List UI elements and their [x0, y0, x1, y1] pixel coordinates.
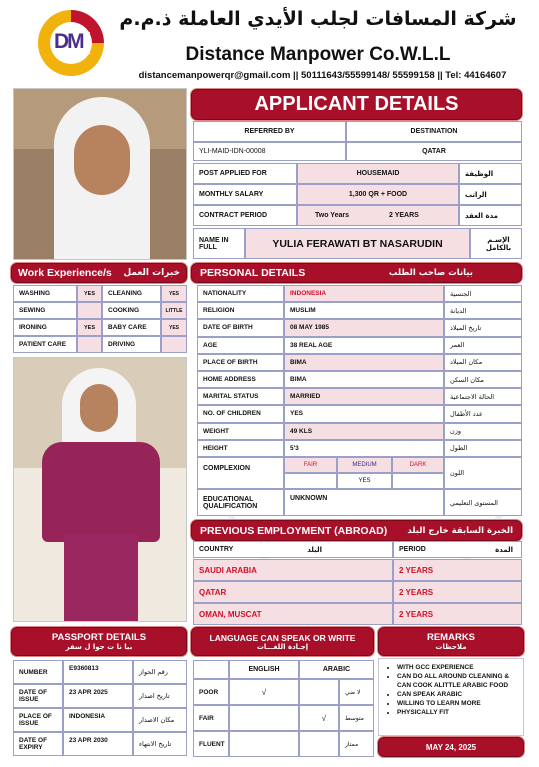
work-skill-value: YES — [161, 285, 187, 302]
remarks-title: REMARKS — [426, 632, 476, 643]
work-skill-value: YES — [161, 319, 187, 336]
passport-field-value: 23 APR 2025 — [63, 684, 133, 708]
language-header-blank — [193, 660, 229, 679]
applicant-full-name: YULIA FERAWATI BT NASARUDIN — [245, 228, 470, 259]
personal-field-value: 49 KLS — [284, 423, 444, 440]
company-contact: distancemanpowerqr@gmail.com || 50111643/55599148/ 55599158 || Tel: 44164607 — [138, 70, 507, 81]
work-skill-label: SEWING — [13, 302, 77, 319]
language-arabic-header: ARABIC — [299, 660, 374, 679]
personal-field-value: 5'3 — [284, 440, 444, 457]
company-name-arabic: شركة المسافات لجلب الأيدي العاملة ذ.م.م — [119, 8, 517, 30]
post-arabic: الوظيفة — [459, 163, 522, 184]
personal-field-label: AGE — [197, 337, 284, 354]
prev-period-value: 2 YEARS — [393, 581, 522, 603]
work-skill-label: IRONING — [13, 319, 77, 336]
work-skill-value: YES — [77, 285, 102, 302]
education-label-line2: QUALIFICATION — [203, 502, 258, 510]
personal-field-label: RELIGION — [197, 302, 284, 319]
language-arabic-mark — [299, 679, 339, 705]
language-level-label: FAIR — [193, 705, 229, 731]
complexion-arabic: اللون — [444, 457, 522, 489]
personal-field-label: HEIGHT — [197, 440, 284, 457]
personal-field-arabic: مكان السكن — [444, 371, 522, 388]
contract-label: CONTRACT PERIOD — [193, 205, 297, 226]
language-title: LANGUAGE CAN SPEAK OR WRITE — [209, 632, 356, 643]
personal-field-label: PLACE OF BIRTH — [197, 354, 284, 371]
language-english-mark — [229, 705, 299, 731]
previous-employment-title-arabic: الخبرة السابقة خارج البلد — [407, 525, 513, 536]
language-english-mark: √ — [229, 679, 299, 705]
personal-field-label: WEIGHT — [197, 423, 284, 440]
previous-employment-title: PREVIOUS EMPLOYMENT (ABROAD) — [200, 524, 388, 537]
work-skill-label: DRIVING — [102, 336, 161, 353]
language-arabic-mark — [299, 731, 339, 757]
prev-country-arabic: البلد — [307, 545, 322, 554]
company-name: Distance Manpower Co.W.L.L — [185, 44, 451, 65]
work-skill-label: BABY CARE — [102, 319, 161, 336]
personal-field-value: MUSLIM — [284, 302, 444, 319]
personal-field-value: INDONESIA — [284, 285, 444, 302]
work-skill-label: PATIENT CARE — [13, 336, 77, 353]
education-arabic: المستوى التعليمي — [444, 489, 522, 516]
complexion-medium: MEDIUM — [337, 457, 392, 473]
destination-value: QATAR — [346, 142, 522, 161]
remarks-box — [378, 658, 524, 736]
salary-arabic: الراتب — [459, 184, 522, 205]
personal-field-value: BIMA — [284, 354, 444, 371]
personal-field-arabic: الطول — [444, 440, 522, 457]
complexion-medium-mark: YES — [337, 473, 392, 489]
prev-period-arabic: المدة — [495, 545, 513, 554]
personal-field-arabic: تاريخ الميلاد — [444, 319, 522, 336]
remarks-list — [387, 663, 519, 717]
work-skill-label: CLEANING — [102, 285, 161, 302]
applicant-photo-portrait — [13, 88, 187, 260]
passport-field-value: E9360813 — [63, 660, 133, 684]
language-title-arabic: إجـادة اللغـــات — [256, 642, 309, 651]
complexion-fair: FAIR — [284, 457, 337, 473]
complexion-dark-mark — [392, 473, 444, 489]
prev-country-label: COUNTRY — [199, 546, 234, 553]
passport-label-line1: DATE OF — [19, 737, 48, 744]
personal-field-arabic: عدد الأطفال — [444, 405, 522, 422]
passport-field-value: INDONESIA — [63, 708, 133, 732]
applicant-photo-full-body — [13, 357, 187, 622]
remark-item: • WITH GCC EXPERIENCE — [397, 663, 519, 672]
name-label — [193, 228, 245, 259]
destination-label: DESTINATION — [346, 121, 522, 142]
personal-field-label: DATE OF BIRTH — [197, 319, 284, 336]
logo-text: DM — [54, 30, 83, 53]
personal-field-label: NO. OF CHILDREN — [197, 405, 284, 422]
name-arabic — [470, 228, 522, 259]
language-level-arabic: متوسط — [339, 705, 374, 731]
personal-field-value: MARRIED — [284, 388, 444, 405]
passport-field-label — [13, 684, 63, 708]
prev-country-value: QATAR — [193, 581, 393, 603]
personal-details-header — [191, 263, 522, 283]
language-english-header: ENGLISH — [229, 660, 299, 679]
passport-label-line2: ISSUE — [19, 720, 39, 727]
passport-field-arabic: تاريخ الانتهاء — [133, 732, 187, 756]
language-level-arabic: لا ضي — [339, 679, 374, 705]
salary-value: 1,300 QR + FOOD — [297, 184, 459, 205]
passport-label-line2: ISSUE — [19, 696, 39, 703]
contract-value-years: 2 YEARS — [388, 212, 419, 219]
passport-field-arabic: تاريخ اصدار — [133, 684, 187, 708]
language-level-label: POOR — [193, 679, 229, 705]
personal-field-arabic: مكان الميلاد — [444, 354, 522, 371]
passport-label-line1: PLACE OF — [19, 713, 52, 720]
personal-field-arabic: وزن — [444, 423, 522, 440]
prev-country-value: SAUDI ARABIA — [193, 559, 393, 581]
personal-field-value: 08 MAY 1985 — [284, 319, 444, 336]
language-level-label: FLUENT — [193, 731, 229, 757]
complexion-dark: DARK — [392, 457, 444, 473]
personal-details-title-arabic: بيانات صاحب الطلب — [388, 268, 473, 278]
contract-arabic: مدة العقد — [459, 205, 522, 226]
work-skill-value: YES — [77, 319, 102, 336]
personal-field-value: YES — [284, 405, 444, 422]
passport-header — [11, 627, 187, 656]
personal-field-arabic: الديانة — [444, 302, 522, 319]
personal-field-arabic: العمر — [444, 337, 522, 354]
passport-field-label — [13, 708, 63, 732]
contract-value-text: Two Years — [315, 212, 349, 219]
personal-field-arabic: الحالة الاجتماعية — [444, 388, 522, 405]
reference-code: YLI-MAID-IDN-00008 — [193, 142, 346, 161]
passport-title: PASSPORT DETAILS — [51, 632, 147, 643]
education-label-line1: EDUCATIONAL — [203, 495, 254, 503]
passport-field-label — [13, 732, 63, 756]
post-label: POST APPLIED FOR — [193, 163, 297, 184]
personal-field-value: BIMA — [284, 371, 444, 388]
work-experience-title-arabic: خبرات العمل — [123, 268, 180, 278]
prev-period-label: PERIOD — [399, 546, 426, 553]
language-level-arabic: ممتاز — [339, 731, 374, 757]
prev-country-value: OMAN, MUSCAT — [193, 603, 393, 625]
referred-by-label: REFERRED BY — [193, 121, 346, 142]
prev-country-header — [193, 541, 393, 558]
personal-field-label: MARITAL STATUS — [197, 388, 284, 405]
work-skill-value — [77, 336, 102, 353]
work-skill-label: COOKING — [102, 302, 161, 319]
prev-period-value: 2 YEARS — [393, 559, 522, 581]
page-title: APPLICANT DETAILS — [191, 89, 522, 120]
post-value: HOUSEMAID — [297, 163, 459, 184]
passport-label-line2: EXPIRY — [19, 744, 43, 751]
education-label — [197, 489, 284, 516]
personal-details-title: PERSONAL DETAILS — [200, 267, 306, 279]
remark-item: • CAN DO ALL AROUND CLEANING & CAN COOK ALITTLE ARABIC FOOD — [397, 672, 519, 690]
complexion-fair-mark — [284, 473, 337, 489]
personal-field-arabic: الجنسية — [444, 285, 522, 302]
language-english-mark — [229, 731, 299, 757]
personal-field-label: NATIONALITY — [197, 285, 284, 302]
passport-label-line1: NUMBER — [19, 668, 48, 676]
passport-field-arabic: رقم الجواز — [133, 660, 187, 684]
passport-field-value: 23 APR 2030 — [63, 732, 133, 756]
language-header — [191, 627, 374, 656]
work-experience-title: Work Experience/s — [18, 267, 112, 279]
passport-field-arabic: مكان الاصدار — [133, 708, 187, 732]
work-experience-header — [11, 263, 187, 283]
work-skill-value — [161, 336, 187, 353]
passport-label-line1: DATE OF — [19, 689, 48, 696]
name-label-line1: NAME IN — [199, 236, 229, 244]
prev-period-value: 2 YEARS — [393, 603, 522, 625]
name-arabic-line2: بالكامل — [485, 243, 512, 252]
company-logo — [34, 6, 108, 80]
remarks-header — [378, 627, 524, 656]
remarks-title-arabic: ملاحظات — [435, 643, 467, 651]
passport-title-arabic: بيا نا ت جوا ل سفر — [65, 643, 133, 651]
passport-field-label — [13, 660, 63, 684]
language-arabic-mark: √ — [299, 705, 339, 731]
salary-label: MONTHLY SALARY — [193, 184, 297, 205]
remark-item: • PHYSICALLY FIT — [397, 708, 519, 717]
contract-period-box — [297, 205, 459, 226]
remark-item: • CAN SPEAK ARABIC — [397, 690, 519, 699]
complexion-label: COMPLEXION — [197, 457, 284, 489]
work-skill-value: LITTLE — [161, 302, 187, 319]
previous-employment-header — [191, 520, 522, 541]
personal-field-value: 38 REAL AGE — [284, 337, 444, 354]
name-arabic-line1: الإسـم — [487, 235, 510, 244]
work-skill-label: WASHING — [13, 285, 77, 302]
prev-period-header — [393, 541, 522, 558]
personal-field-label: HOME ADDRESS — [197, 371, 284, 388]
remarks-date: MAY 24, 2025 — [378, 737, 524, 757]
education-value: UNKNOWN — [284, 489, 444, 516]
name-label-line2: FULL — [199, 243, 217, 251]
remark-item: • WILLING TO LEARN MORE — [397, 699, 519, 708]
work-skill-value — [77, 302, 102, 319]
